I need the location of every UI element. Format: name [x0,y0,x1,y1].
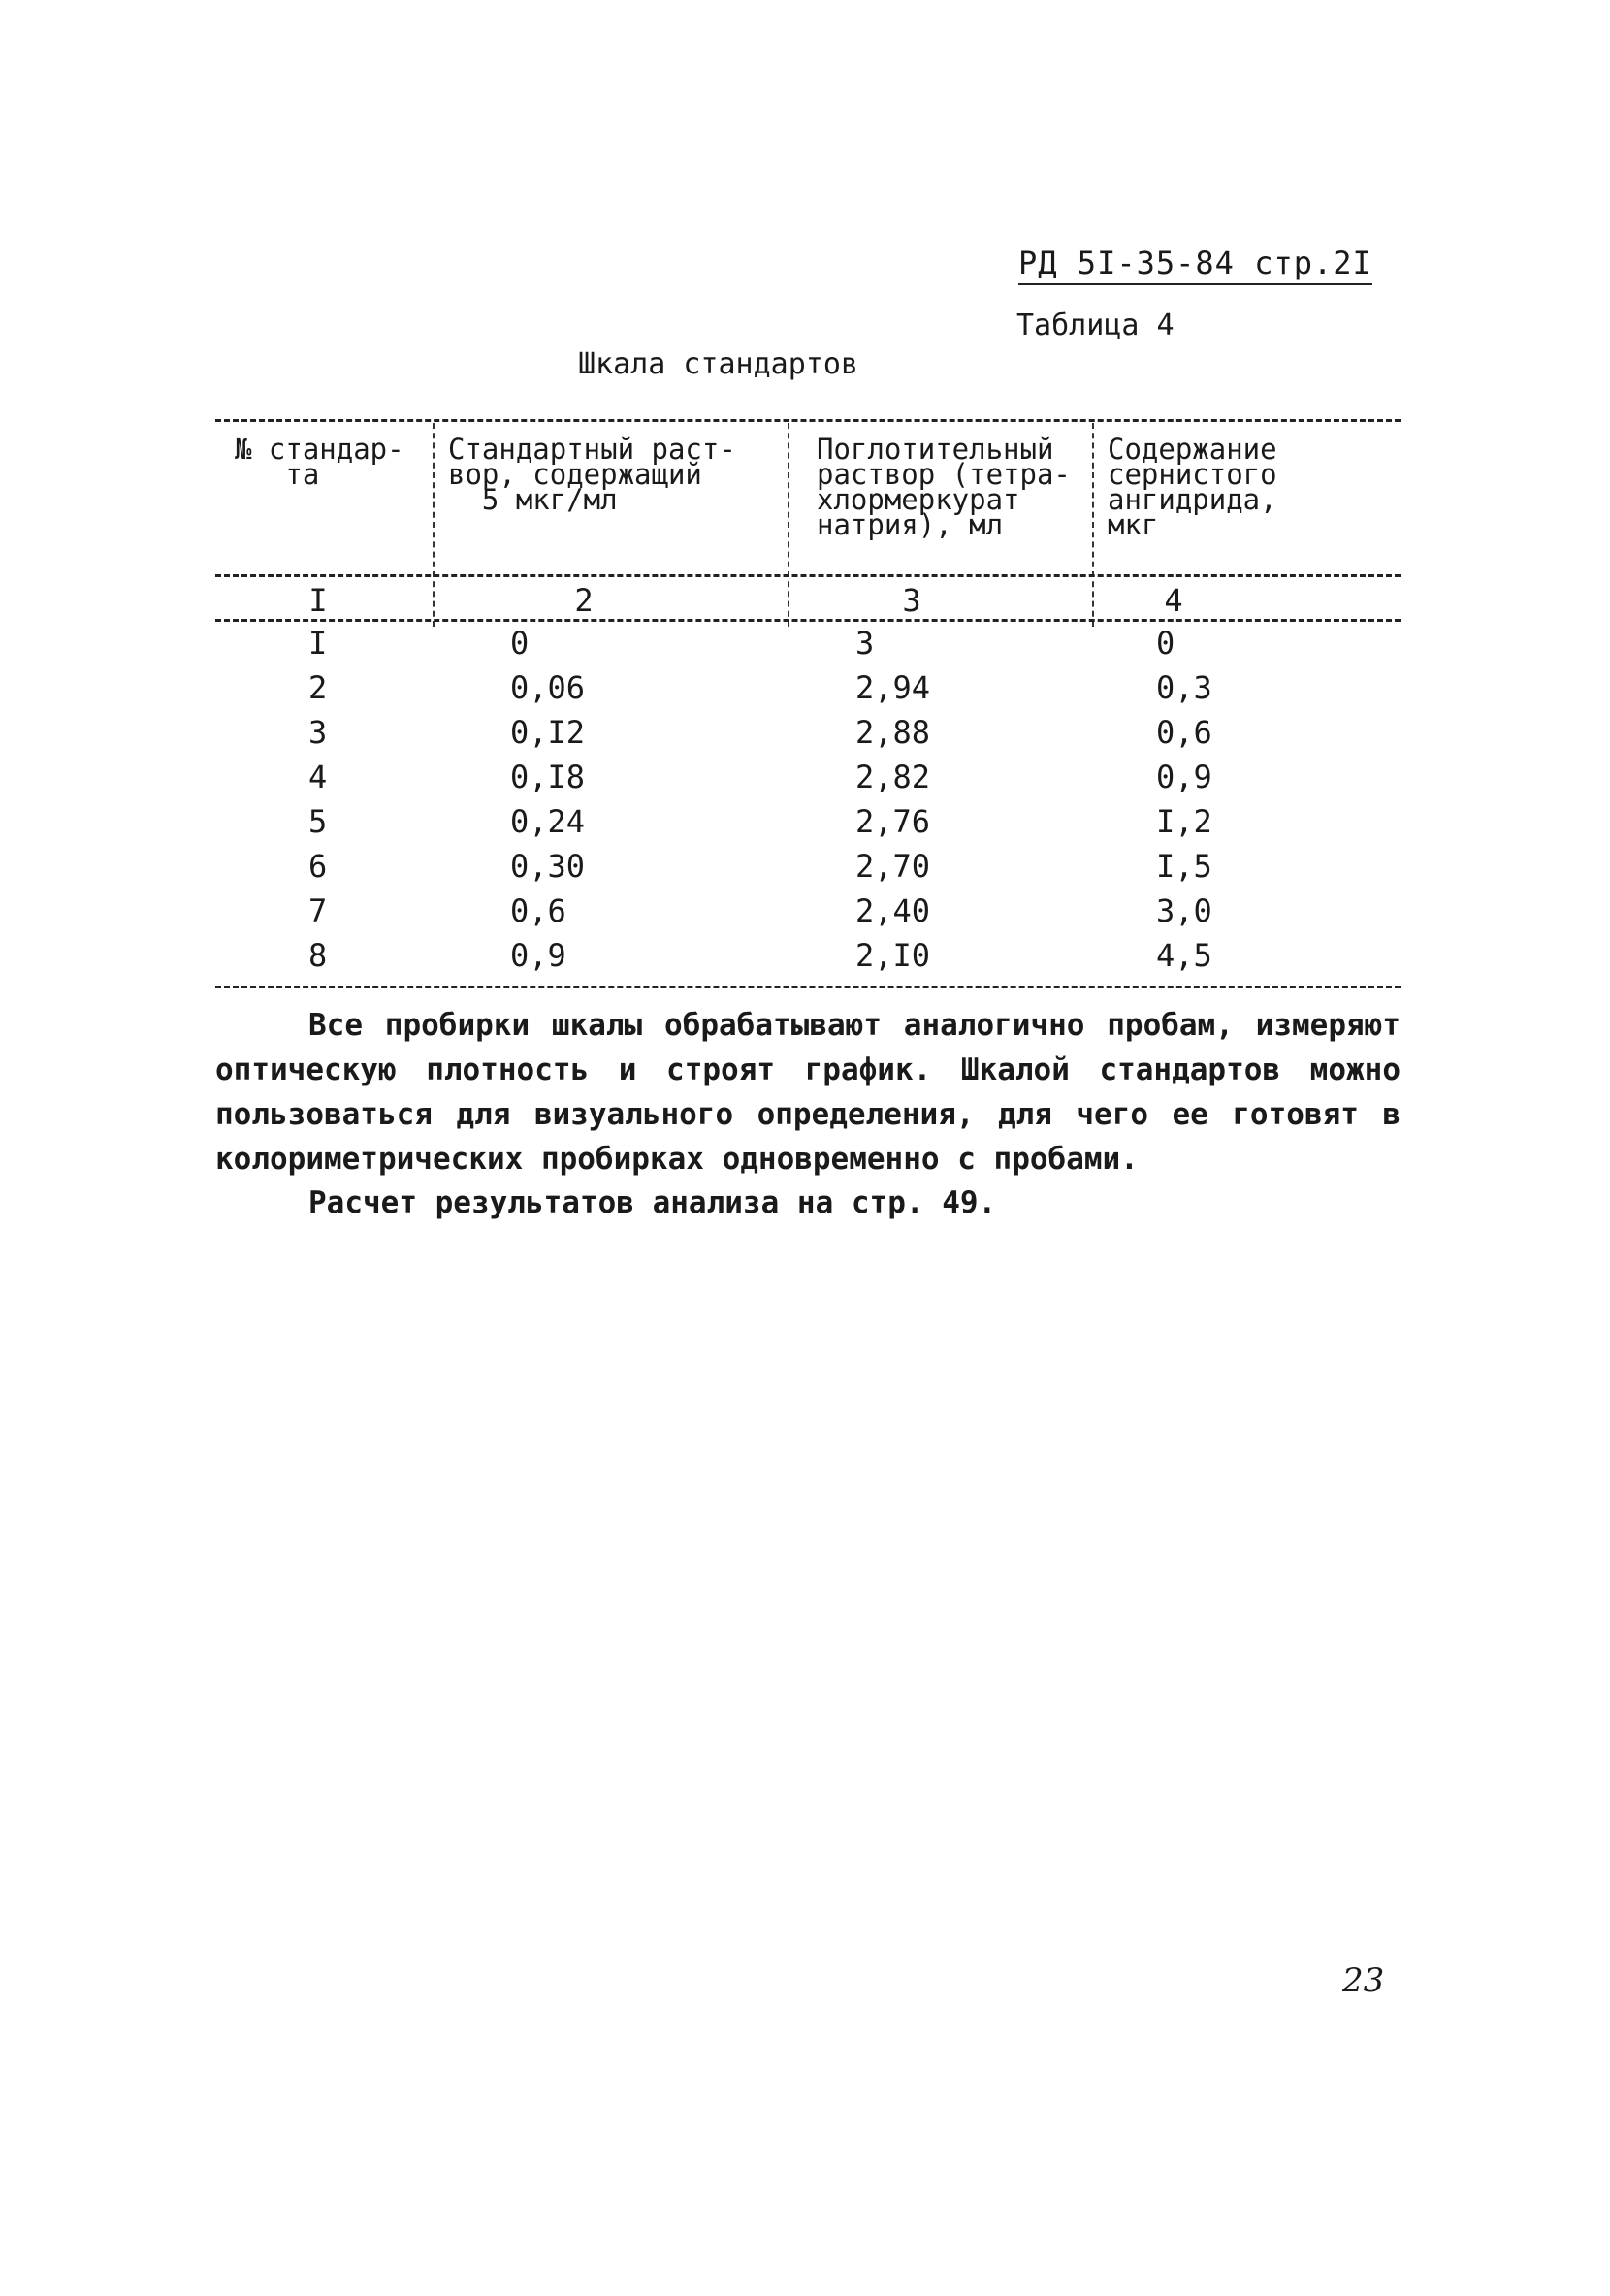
table-number: Таблица 4 [1016,308,1175,342]
table-row [215,759,1401,803]
vline-1 [433,423,435,627]
cell-so2-content: 0,3 [1156,669,1212,706]
table-row [215,803,1401,848]
table-top-rule [215,419,1401,422]
table-row [215,714,1401,759]
body-paragraph: Все пробирки шкалы обрабатывают аналогично пробам, измеряют оптическую плотность и строят график. Шкалой стандартов можно пользоваться для визуального определения, для чего ее готовят в колориметрических пробирках одновременно с пробами. [215,1008,1401,1177]
cell-absorbing-solution: 2,82 [855,759,931,795]
cell-standard-solution: 0,9 [510,937,566,974]
cell-standard-no: 7 [308,892,328,929]
cell-so2-content: I,2 [1156,803,1212,840]
table-title: Шкала стандартов [578,347,858,381]
cell-standard-solution: 0,6 [510,892,566,929]
header-col-4: Содержание сернистого ангидрида, мкг [1108,433,1277,541]
vline-2 [788,423,789,627]
cell-standard-solution: 0,30 [510,848,586,885]
cell-so2-content: 0 [1156,625,1175,662]
header-bottom-rule [215,574,1401,577]
cell-so2-content: I,5 [1156,848,1212,885]
cell-so2-content: 0,9 [1156,759,1212,795]
cell-absorbing-solution: 2,I0 [855,937,931,974]
cell-standard-no: 3 [308,714,328,751]
cell-absorbing-solution: 2,88 [855,714,931,751]
cell-standard-solution: 0,I2 [510,714,586,751]
cell-absorbing-solution: 2,40 [855,892,931,929]
cell-absorbing-solution: 3 [855,625,875,662]
table-row [215,848,1401,892]
table-row [215,937,1401,982]
cell-so2-content: 3,0 [1156,892,1212,929]
page-number: 23 [1342,1961,1385,2000]
cell-so2-content: 4,5 [1156,937,1212,974]
cell-standard-no: 2 [308,669,328,706]
column-number-2: 2 [574,582,594,619]
cell-standard-no: 8 [308,937,328,974]
cell-absorbing-solution: 2,70 [855,848,931,885]
cell-standard-no: I [308,625,328,662]
cell-standard-solution: 0,06 [510,669,586,706]
column-number-3: 3 [902,582,921,619]
header-col-1: № стандар- та [235,433,404,491]
cell-standard-solution: 0 [510,625,530,662]
cell-standard-no: 6 [308,848,328,885]
column-number-4: 4 [1164,582,1183,619]
table-row [215,625,1401,669]
table-row [215,669,1401,714]
column-numbers-rule [215,619,1401,622]
cell-absorbing-solution: 2,76 [855,803,931,840]
cell-so2-content: 0,6 [1156,714,1212,751]
cell-absorbing-solution: 2,94 [855,669,931,706]
body-paragraph-calculation-ref: Расчет результатов анализа на стр. 49. [308,1185,997,1220]
cell-standard-no: 4 [308,759,328,795]
column-number-1: I [308,582,328,619]
table-bottom-rule [215,986,1401,988]
table-row [215,892,1401,937]
vline-3 [1092,423,1094,627]
cell-standard-solution: 0,I8 [510,759,586,795]
cell-standard-solution: 0,24 [510,803,586,840]
cell-standard-no: 5 [308,803,328,840]
header-col-2: Стандартный раст- вор, содержащий 5 мкг/мл [448,433,736,516]
header-col-3: Поглотительный раствор (тетра- хлормеркурат натрия), мл [817,433,1071,541]
doc-code: РД 5I-35-84 стр.2I [1018,244,1372,285]
